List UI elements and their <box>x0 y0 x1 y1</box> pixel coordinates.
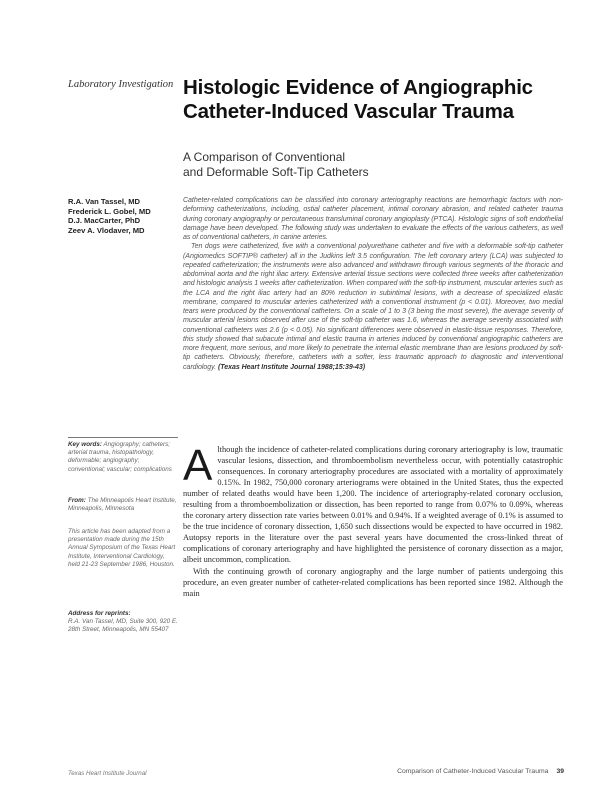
author-name: D.J. MacCarter, PhD <box>68 216 141 226</box>
article-subtitle <box>183 150 563 180</box>
body-paragraph-1 <box>183 444 563 566</box>
key-words-label: Key words: <box>68 441 102 448</box>
page-number: 39 <box>556 768 564 775</box>
abstract <box>183 196 563 372</box>
presented-text: This article has been adapted from a presentation made during the 15th Annual Symposium of the Texas Heart Institute, Interventional Cardiology, held 21-23 September 1986, Houston. <box>68 528 176 568</box>
section-label: Laboratory Investigation <box>68 79 174 90</box>
sidebar-divider <box>68 437 178 438</box>
drop-cap: A <box>183 444 213 490</box>
address-text: R.A. Van Tassel, MD, Suite 300, 920 E. 28th Street, Minneapolis, MN 55407 <box>68 618 178 634</box>
from-label: From: <box>68 497 86 504</box>
body-paragraph-1-text: lthough the incidence of catheter-related complications during coronary arteriography is low, traumatic vascular lesions, dissection, and thromboembolism nevertheless occur, with potentially catastrophic consequences. In coronary arteriography procedures are associated with a mortality of approximately 0.15%. In 1982, 750,000 coronary arteriograms were obtained in the United States, thus the expected number of related deaths would have been 1,200. The incidence of arteriography-related coronary occlusion, resulting from a thromboembolization or dissection, has been reported to range from 0.07% to 0.09%, whereas the coronary artery dissection rate varies between 0.01% and 0.94%. If a weighted average of 0.1% is assumed to be the true incidence of coronary dissection, 1,650 such dissections would be expected to have occurred in 1982. Autopsy reports in the literature over the past several years have documented the cross-linked threat of complications of coronary arteriography and have highlighted the persistence of coronary dissection as a major, albeit uncommon, complication. <box>183 445 563 565</box>
running-title: Comparison of Catheter-Induced Vascular Trauma <box>397 768 549 775</box>
journal-citation: (Texas Heart Institute Journal 1988;15:39-43) <box>217 363 366 371</box>
subtitle-line-2: and Deformable Soft-Tip Catheters <box>183 165 369 179</box>
footer-journal-name: Texas Heart Institute Journal <box>68 770 147 777</box>
article-body <box>183 444 563 766</box>
author-list <box>68 197 178 235</box>
key-words-text: Angiography; catheters; arterial trauma, histopathology, deformable; angiography; conventional; vascular; complications <box>68 441 172 473</box>
presentation-note <box>68 528 178 569</box>
author-name: R.A. Van Tassel, MD <box>68 197 141 206</box>
affiliation-block <box>68 497 178 513</box>
article-title: Histologic Evidence of Angiographic Catheter-Induced Vascular Trauma <box>183 76 533 123</box>
abstract-paragraph-1: Catheter-related complications can be classified into coronary arteriography reactions are hemorrhagic factors with non-deforming catheterizations, including, ostial catheter placement, intimal coronary abrasion, and related catheter trauma during coronary angiography or percutaneous transluminal coronary angioplasty (PTCA). Histologic signs of soft endothelial damage have been developed. The following study was undertaken to evaluate the effects of the various catheters, as well as of conventional catheters, in canine arteries. <box>183 197 563 241</box>
footer-running-title <box>300 768 564 775</box>
author-name: Zeev A. Vlodaver, MD <box>68 225 145 235</box>
body-paragraph-2: With the continuing growth of coronary angiography and the large number of patients undergoing this procedure, an even greater number of catheter-related complications has been reported since 1982. Although the main <box>183 566 563 598</box>
abstract-paragraph-2-text: Ten dogs were catheterized, five with a conventional polyurethane catheter and five with a deformable soft-tip catheter (Angiomedics SOFTIP® catheter) all in the Judkins left 3.5 configuration. The left coronary artery (LCA) was subjected to repeated catheterization; the instruments were also advanced and withdrawn through various segments of the thoracic and abdominal aorta and the right iliac artery. Extensive arterial tissue sections were collected three weeks after catheterization and histologic analysis 1 weeks after catheterization. When compared with the soft-tip instrument, muscular arteries such as the LCA and the right iliac artery had an 80% reduction in subintimal lesions, with a decrease of specialized elastic membrane, compared to muscular arteries catheterized with a conventional instrument (p < 0.01). Moreover, two medial tears were produced by the conventional catheters. On a scale of 1 to 3 (3 being the most severe), the average severity of muscular arterial lesions observed after use of the soft-tip catheter was 1.6, whereas the average severity associated with conventional catheters was 2.6 (p < 0.05). No significant differences were observed in elastic-tissue responses. Therefore, this study showed that subacute intimal and elastic trauma in arteries induced by conventional angiographic catheters are more frequent, more serious, and more likely to penetrate the internal elastic membrane than are lesions produced by soft-tip catheters. Obviously, therefore, catheters with a softer, less traumatic approach to diagnostic and interventional cardiology. <box>183 243 563 371</box>
subtitle-line-1: A Comparison of Conventional <box>183 150 346 164</box>
from-text: The Minneapolis Heart Institute, Minneapolis, Minnesota <box>68 497 177 513</box>
abstract-paragraph-2 <box>183 242 563 372</box>
author-name: Frederick L. Gobel, MD <box>68 206 151 216</box>
address-label: Address for reprints: <box>68 610 131 617</box>
reprint-address-block <box>68 610 178 635</box>
key-words-block <box>68 441 178 474</box>
